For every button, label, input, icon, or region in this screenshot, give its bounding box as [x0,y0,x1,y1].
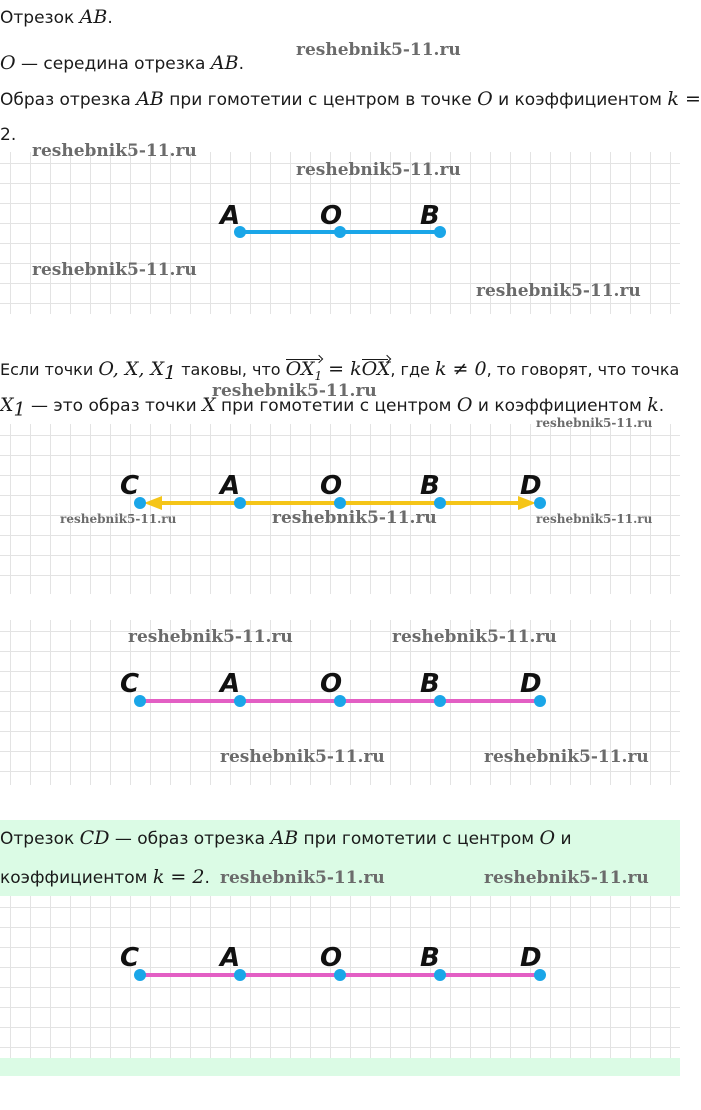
watermark: reshebnik5-11.ru [212,381,377,401]
math: CD [79,827,110,849]
watermark: reshebnik5-11.ru [128,627,293,647]
label-c: C [120,669,140,699]
watermark: reshebnik5-11.ru [272,508,437,528]
watermark: reshebnik5-11.ru [296,160,461,180]
watermark: reshebnik5-11.ru [392,627,557,647]
text-line-2 [0,52,244,75]
text: при гомотетии с центром [215,396,457,416]
vector-text: OX [361,358,391,380]
text: при гомотетии с центром [298,829,540,849]
label-c: C [120,471,140,501]
label-b: B [420,669,440,699]
label-a: A [220,471,241,501]
label-d: D [520,669,542,699]
highlight-band-bottom [0,1058,680,1076]
arrowhead-left [144,496,162,510]
label-o: O [320,943,343,973]
text: Образ отрезка [0,90,137,110]
text-line-4 [0,124,16,146]
text: , где [390,360,435,379]
math: O [477,88,493,110]
watermark: reshebnik5-11.ru [484,868,649,888]
text: коэффициентом [0,868,153,888]
text: . [658,396,665,416]
watermark: reshebnik5-11.ru [296,40,461,60]
math: O [456,394,473,416]
text: при гомотетии с центром в точке [163,90,478,110]
watermark: reshebnik5-11.ru [484,747,649,767]
vector-text: OX [285,358,315,380]
math: O [0,52,16,74]
label-o: O [320,201,343,231]
label-b: B [420,471,440,501]
label-b: B [420,943,440,973]
text: , то говорят, что точка [486,360,680,379]
text: и коэффициентом [492,90,668,110]
text: — это образ точки [25,396,203,416]
watermark: reshebnik5-11.ru [536,416,653,430]
math: AB [136,88,164,110]
subscript: 1 [314,368,323,383]
text: таковы, что [176,360,286,379]
label-a: A [220,943,241,973]
text-line-1 [0,6,113,29]
label-o: O [320,471,343,501]
text-line-3 [0,88,701,111]
vector-ox [362,358,391,380]
text: и коэффициентом [472,396,648,416]
green-text-line-2 [0,866,210,889]
watermark: reshebnik5-11.ru [32,141,197,161]
label-d: D [520,943,542,973]
math: X [202,394,216,416]
label-b: B [420,201,440,231]
math: O, X, X [98,358,165,380]
watermark: reshebnik5-11.ru [220,868,385,888]
watermark: reshebnik5-11.ru [220,747,385,767]
label-o: O [320,669,343,699]
math: O [539,827,556,849]
text: Если точки [0,360,99,379]
math: k = 2 [152,866,205,888]
watermark: reshebnik5-11.ru [476,281,641,301]
text: и [555,829,572,849]
label-d: D [520,471,542,501]
label-a: A [220,669,241,699]
subscript: 1 [164,362,177,385]
math: AB [270,827,299,849]
text: . [204,868,210,888]
text: 2. [0,125,17,145]
math: k ≠ 0 [434,358,487,380]
watermark: reshebnik5-11.ru [60,512,177,526]
math: k [647,394,659,416]
label-a: A [220,201,241,231]
math: k = [667,88,701,110]
math: AB [210,52,239,74]
subscript: 1 [13,398,26,421]
text: Отрезок [0,8,80,28]
math: X [0,394,14,416]
text: — середина отрезка [15,54,211,74]
watermark: reshebnik5-11.ru [32,260,197,280]
figure-4 [0,896,680,1058]
green-text-line-1 [0,827,572,850]
text: . [238,54,244,74]
text: — образ отрезка [109,829,271,849]
watermark: reshebnik5-11.ru [536,512,653,526]
math: AB [79,6,108,28]
math: = k [322,358,362,380]
text: . [107,8,113,28]
text: Отрезок [0,829,80,849]
label-c: C [120,943,140,973]
